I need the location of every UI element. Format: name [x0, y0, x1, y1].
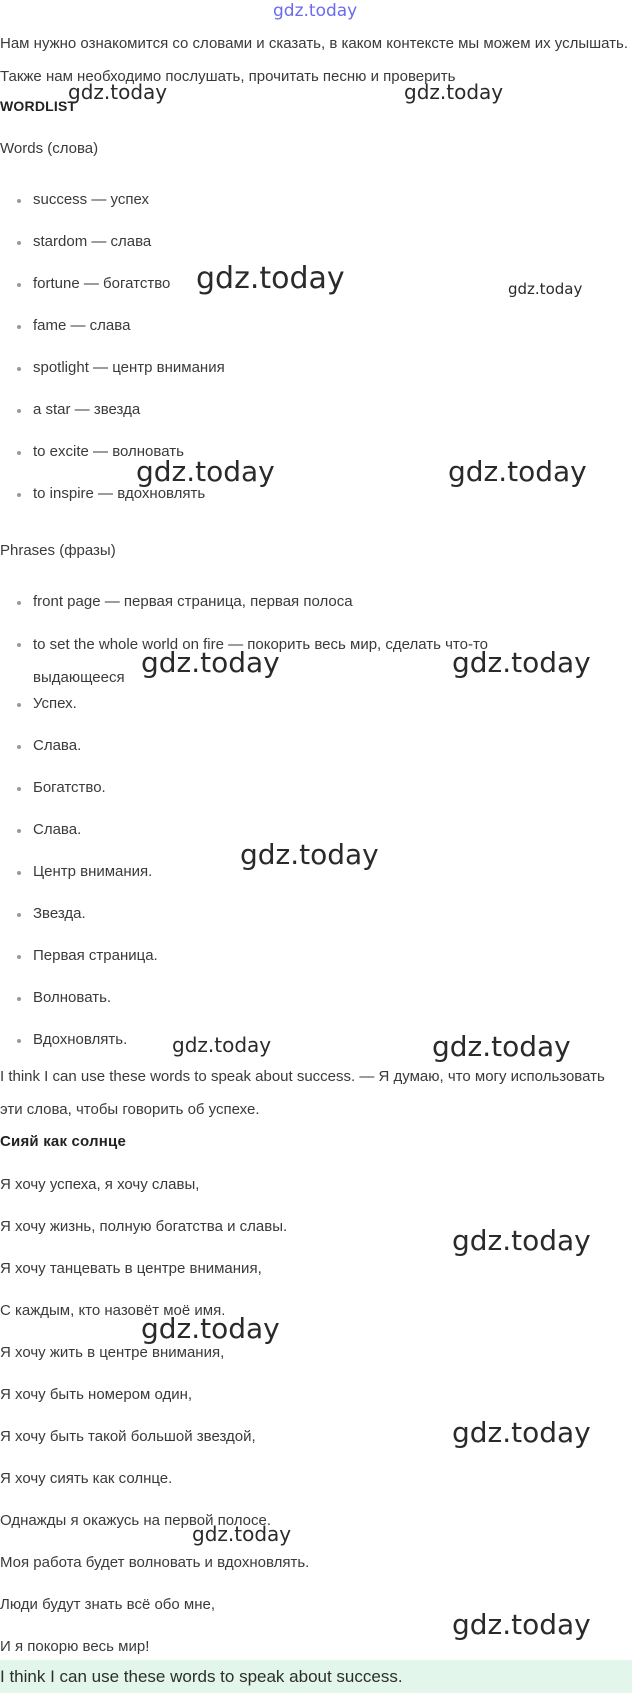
watermark: gdz.today [68, 80, 168, 104]
watermark: gdz.today [172, 1033, 272, 1057]
song-line: И я покорю весь мир! [0, 1638, 150, 1655]
list-item: Волновать. [0, 988, 630, 1030]
watermark: gdz.today [452, 1416, 591, 1449]
list-item: front page — первая страница, первая полоса [0, 592, 630, 634]
list-item: Центр внимания. [0, 862, 630, 904]
watermark: gdz.today [240, 838, 379, 871]
song-line: Я хочу жизнь, полную богатства и славы. [0, 1218, 288, 1235]
watermark: gdz.today [141, 1312, 280, 1345]
list-item: Богатство. [0, 778, 630, 820]
list-item: Слава. [0, 736, 630, 778]
watermark: gdz.today [452, 1224, 591, 1257]
watermark: gdz.today [448, 455, 587, 488]
list-item: Первая страница. [0, 946, 630, 988]
phrases-list [0, 592, 630, 1072]
song-line: Я хочу быть номером один, [0, 1386, 193, 1403]
song-line: Я хочу быть такой большой звездой, [0, 1428, 256, 1445]
list-item: stardom — слава [0, 232, 630, 274]
song-line: Я хочу танцевать в центре внимания, [0, 1260, 262, 1277]
watermark: gdz.today [141, 646, 280, 679]
list-item: to excite — волновать [0, 442, 630, 484]
song-line: Люди будут знать всё обо мне, [0, 1596, 216, 1613]
list-item: Успех. [0, 694, 630, 736]
watermark-top: gdz.today [273, 1, 358, 21]
watermark: gdz.today [432, 1030, 571, 1063]
list-item: success — успех [0, 190, 630, 232]
phrases-label: Phrases (фразы) [0, 542, 116, 559]
list-item: Слава. [0, 820, 630, 862]
watermark: gdz.today [192, 1522, 292, 1546]
list-item: to set the whole world on fire — покорить весь мир, сделать что-то выдающееся [0, 628, 630, 694]
watermark: gdz.today [508, 280, 583, 298]
song-line: Я хочу успеха, я хочу славы, [0, 1176, 200, 1193]
song-title: Сияй как солнце [0, 1133, 127, 1150]
words-label: Words (слова) [0, 140, 99, 157]
song-lines [0, 1175, 309, 1679]
list-item: spotlight — центр внимания [0, 358, 630, 400]
list-item: Вдохновлять. [0, 1030, 630, 1072]
words-list [0, 190, 630, 526]
watermark: gdz.today [196, 261, 345, 296]
watermark: gdz.today [452, 646, 591, 679]
list-item: a star — звезда [0, 400, 630, 442]
answer-paragraph: I think I can use these words to speak about success. — Я думаю, что могу использовать эти слова, чтобы говорить об успехе. [0, 1068, 605, 1118]
song-line: Я хочу сиять как солнце. [0, 1470, 173, 1487]
intro-paragraph: Нам нужно ознакомится со словами и сказать, в каком контексте мы можем их услышать. Также нам необходимо послушать, прочитать песню и проверить [0, 35, 629, 85]
list-item: to inspire — вдохновлять [0, 484, 630, 526]
song-line: С каждым, кто назовёт моё имя. [0, 1302, 226, 1319]
song-line: Моя работа будет волновать и вдохновлять. [0, 1554, 310, 1571]
list-item: Звезда. [0, 904, 630, 946]
answer-banner: I think I can use these words to speak about success. [0, 1660, 632, 1693]
watermark: gdz.today [404, 80, 504, 104]
list-item: fame — слава [0, 316, 630, 358]
list-item: fortune — богатство [0, 274, 630, 316]
watermark: gdz.today [452, 1608, 591, 1641]
song-line: Я хочу жить в центре внимания, [0, 1344, 225, 1361]
wordlist-heading: WORDLIST [0, 98, 77, 114]
song-line: Однажды я окажусь на первой полосе. [0, 1512, 272, 1529]
watermark: gdz.today [136, 455, 275, 488]
